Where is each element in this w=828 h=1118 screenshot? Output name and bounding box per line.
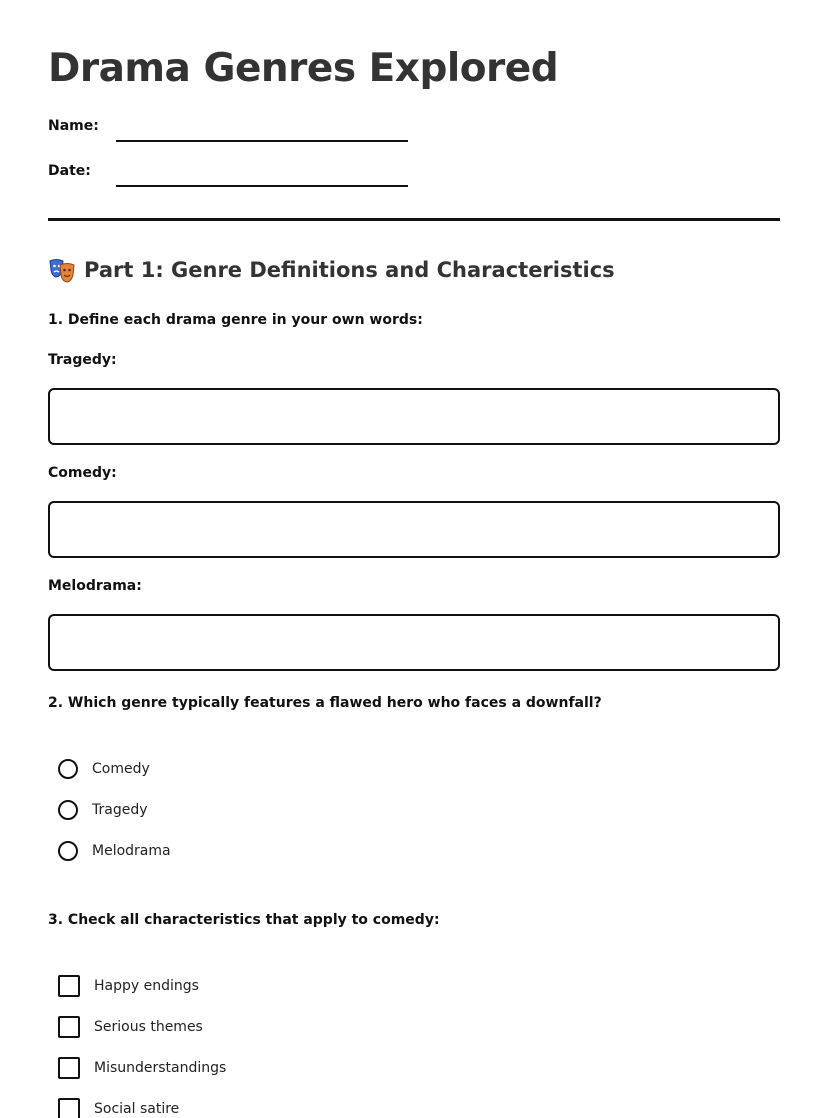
name-label: Name: (48, 118, 99, 134)
radio-option-comedy[interactable] (58, 757, 150, 781)
checkbox[interactable] (58, 1057, 80, 1079)
name-field-row (48, 118, 408, 148)
section-divider (48, 218, 780, 221)
checkbox[interactable] (58, 1016, 80, 1038)
checkbox-option-serious-themes[interactable] (58, 1015, 203, 1039)
checkbox-option-label: Social satire (94, 1101, 180, 1117)
tragedy-answer-box[interactable] (48, 388, 780, 445)
performing-arts-masks-icon (48, 256, 76, 284)
question-2-prompt: 2. Which genre typically features a flawed hero who faces a downfall? (48, 695, 602, 711)
checkbox-option-happy-endings[interactable] (58, 974, 199, 998)
checkbox[interactable] (58, 975, 80, 997)
checkbox-option-label: Misunderstandings (94, 1060, 227, 1076)
radio-button[interactable] (58, 841, 78, 861)
tragedy-label: Tragedy: (48, 352, 117, 368)
radio-option-label: Melodrama (92, 843, 171, 859)
radio-button[interactable] (58, 800, 78, 820)
radio-option-label: Tragedy (92, 802, 148, 818)
question-3-prompt: 3. Check all characteristics that apply to comedy: (48, 912, 440, 928)
name-input[interactable] (116, 138, 408, 142)
checkbox-option-social-satire[interactable] (58, 1097, 179, 1118)
section-1-heading (48, 256, 615, 284)
checkbox-option-label: Happy endings (94, 978, 199, 994)
comedy-answer-box[interactable] (48, 501, 780, 558)
radio-option-label: Comedy (92, 761, 150, 777)
radio-option-melodrama[interactable] (58, 839, 171, 863)
comedy-label: Comedy: (48, 465, 117, 481)
checkbox-option-label: Serious themes (94, 1019, 203, 1035)
checkbox[interactable] (58, 1098, 80, 1118)
question-1-prompt: 1. Define each drama genre in your own words: (48, 312, 423, 328)
date-label: Date: (48, 163, 91, 179)
radio-button[interactable] (58, 759, 78, 779)
checkbox-option-misunderstandings[interactable] (58, 1056, 226, 1080)
melodrama-label: Melodrama: (48, 578, 142, 594)
radio-option-tragedy[interactable] (58, 798, 148, 822)
page-title: Drama Genres Explored (48, 46, 559, 91)
melodrama-answer-box[interactable] (48, 614, 780, 671)
date-field-row (48, 163, 408, 193)
section-1-heading-text: Part 1: Genre Definitions and Characteristics (84, 258, 615, 282)
date-input[interactable] (116, 183, 408, 187)
